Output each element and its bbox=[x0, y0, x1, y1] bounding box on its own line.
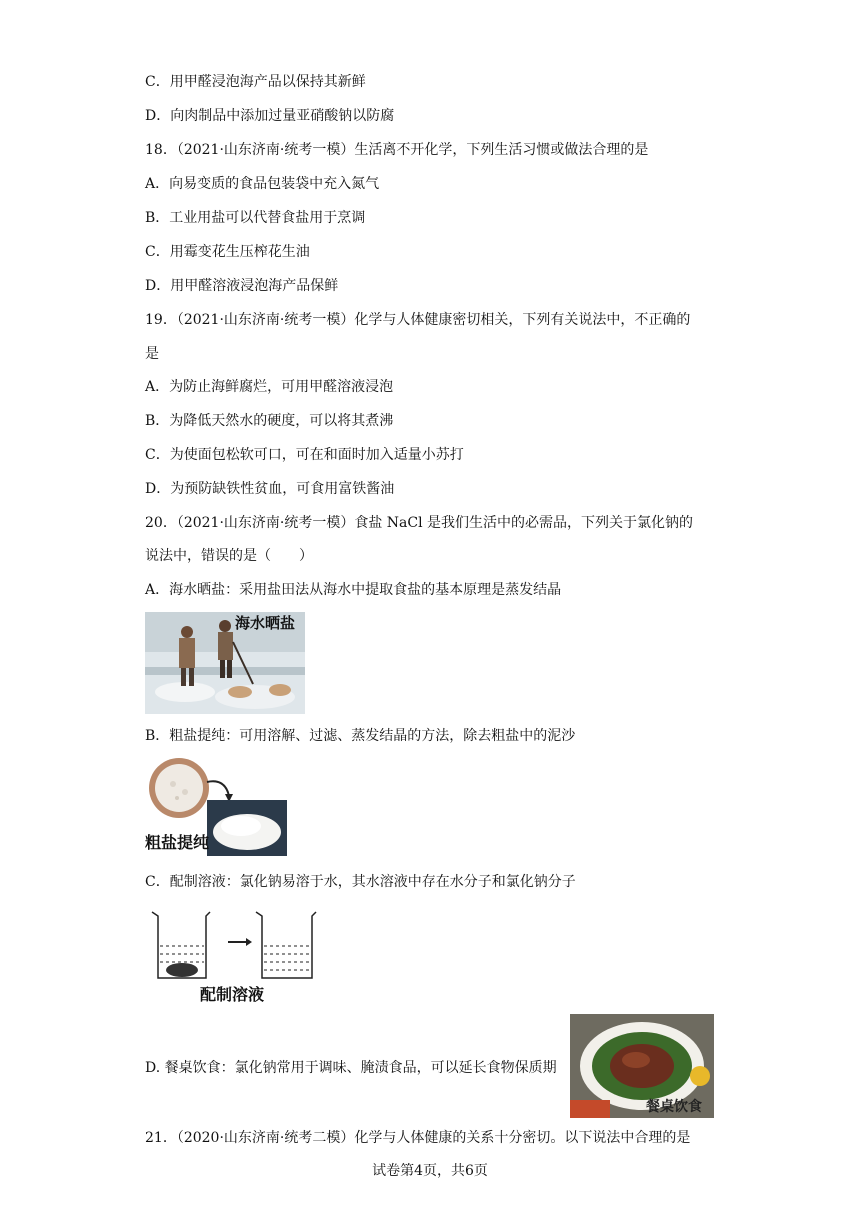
option-18d: D．用甲醛溶液浸泡海产品保鲜 bbox=[145, 278, 339, 294]
option-18c: C．用霉变花生压榨花生油 bbox=[145, 244, 310, 260]
option-17d: D．向肉制品中添加过量亚硝酸钠以防腐 bbox=[145, 108, 395, 124]
option-18b: B．工业用盐可以代替食盐用于烹调 bbox=[145, 210, 366, 226]
option-19d: D．为预防缺铁性贫血，可食用富铁酱油 bbox=[145, 481, 395, 497]
option-20a: A．海水晒盐：采用盐田法从海水中提取食盐的基本原理是蒸发结晶 bbox=[145, 582, 562, 598]
option-20b: B．粗盐提纯：可用溶解、过滤、蒸发结晶的方法，除去粗盐中的泥沙 bbox=[145, 728, 576, 744]
option-18a: A．向易变质的食品包装袋中充入氮气 bbox=[145, 176, 380, 192]
solution-image bbox=[148, 908, 323, 1004]
crude-salt-caption: 粗盐提纯 bbox=[145, 833, 210, 852]
question-18: 18．（2021·山东济南·统考一模）生活离不开化学，下列生活习惯或做法合理的是 bbox=[145, 142, 649, 158]
page-footer: 试卷第4页，共6页 bbox=[372, 1163, 488, 1179]
option-19a: A．为防止海鲜腐烂，可用甲醛溶液浸泡 bbox=[145, 379, 394, 395]
option-19b: B．为降低天然水的硬度，可以将其煮沸 bbox=[145, 413, 394, 429]
question-19: 19．（2021·山东济南·统考一模）化学与人体健康密切相关，下列有关说法中，不正确的 bbox=[145, 312, 691, 328]
question-20-cont: 说法中，错误的是（ ） bbox=[145, 548, 313, 564]
question-20: 20．（2021·山东济南·统考一模）食盐 NaCl 是我们生活中的必需品，下列关于氯化钠的 bbox=[145, 515, 694, 531]
question-21: 21．（2020·山东济南·统考二模）化学与人体健康的关系十分密切。以下说法中合理的是 bbox=[145, 1130, 691, 1146]
option-19c: C．为使面包松软可口，可在和面时加入适量小苏打 bbox=[145, 447, 464, 463]
option-17c: C．用甲醛浸泡海产品以保持其新鲜 bbox=[145, 74, 366, 90]
crude-salt-image bbox=[145, 756, 290, 858]
table-food-image bbox=[570, 1014, 714, 1118]
option-20d: D. 餐桌饮食：氯化钠常用于调味、腌渍食品，可以延长食物保质期 bbox=[145, 1060, 557, 1076]
sea-salt-image bbox=[145, 612, 305, 714]
question-19-cont: 是 bbox=[145, 346, 159, 362]
option-20c: C．配制溶液：氯化钠易溶于水，其水溶液中存在水分子和氯化钠分子 bbox=[145, 874, 576, 890]
solution-caption: 配制溶液 bbox=[200, 985, 265, 1004]
table-food-caption: 餐桌饮食 bbox=[646, 1099, 702, 1115]
sea-salt-caption: 海水晒盐 bbox=[235, 614, 296, 632]
